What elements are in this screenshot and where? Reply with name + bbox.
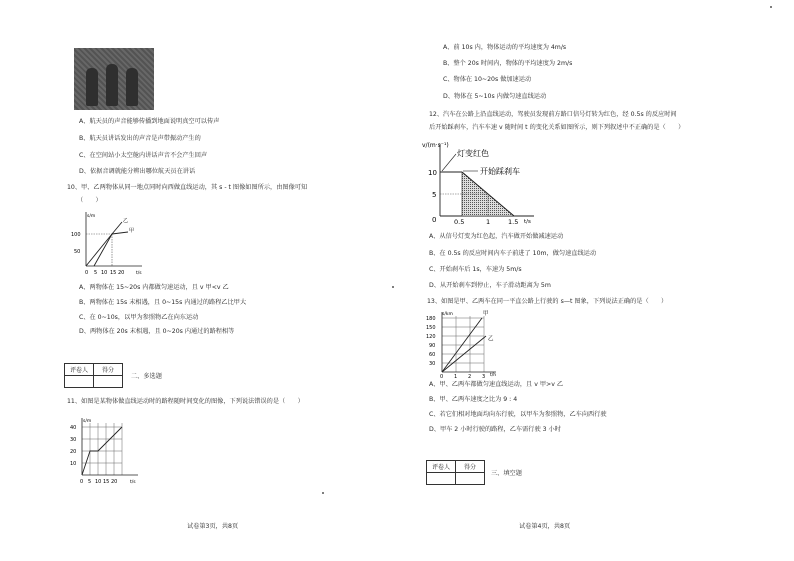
q13-option-b[interactable]: B、甲、乙两车速度之比为 9 : 4	[429, 396, 518, 403]
q12-ytick-10: 10	[428, 169, 437, 177]
q10-option-d[interactable]: D、两物体在 20s 末相遇，且 0~20s 内通过的路程相等	[79, 328, 235, 335]
q12-xtick-0-5: 0.5	[454, 218, 465, 226]
q10-graph	[66, 208, 146, 278]
q11-xtick-15: 15	[103, 479, 110, 485]
q12-xtick-1-5: 1.5	[508, 218, 519, 226]
scan-speck	[770, 6, 772, 8]
q10-xtick-5: 5	[94, 270, 98, 276]
footer-page-4: 试卷第4页，共8页	[519, 523, 571, 530]
q13-label-jia: 甲	[483, 311, 489, 317]
q12-ytick-5: 5	[432, 191, 437, 199]
q10-xtick-0: 0	[85, 270, 89, 276]
scan-speck	[392, 286, 394, 288]
q10-xtick-10: 10	[101, 270, 108, 276]
q13-label-yi: 乙	[488, 336, 494, 342]
q10-xlabel: t/s	[136, 271, 142, 276]
q11-ytick-10: 10	[70, 461, 77, 467]
astronaut-photo	[74, 48, 154, 110]
section-fill-in: 三、填空题	[491, 470, 522, 477]
q13-xtick-1: 1	[454, 374, 458, 378]
score-cell-grader[interactable]	[427, 473, 456, 485]
q11-graph	[64, 413, 144, 485]
score-table-right	[426, 460, 485, 485]
q9-option-a[interactable]: A、航天员的声音能够传播到地面说明真空可以传声	[79, 118, 220, 125]
q10-xtick-20: 20	[118, 270, 125, 276]
q13-ytick-180: 180	[426, 316, 436, 322]
q12-ylabel: v/(m·s⁻¹)	[422, 142, 449, 149]
q13-ylabel: s/km	[442, 312, 453, 317]
q12-xtick-1: 1	[486, 218, 491, 226]
q13-option-d[interactable]: D、甲车 2 小时行驶的路程，乙车需行驶 3 小时	[429, 426, 561, 433]
q10-ylabel: s/m	[87, 214, 96, 219]
q13-stem: 13、如图是甲、乙两车在同一平直公路上行驶的 s—t 图象，下列说法正确的是（ ）	[427, 298, 668, 305]
q11-xtick-20: 20	[111, 479, 118, 485]
q13-xtick-3: 3	[482, 374, 486, 378]
q11-ytick-20: 20	[70, 449, 77, 455]
q12-option-d[interactable]: D、从开始刹车到停止，车子滑动距离为 5m	[429, 282, 551, 289]
q9-option-c[interactable]: C、在空间站小太空舱内讲话声音不会产生回声	[79, 152, 208, 159]
score-label-score: 得分	[456, 461, 485, 473]
scan-speck	[322, 492, 324, 494]
q11-xtick-0: 0	[80, 479, 84, 485]
q11-ylabel: s/m	[83, 419, 92, 424]
q12-graph	[422, 138, 547, 228]
q12-option-b[interactable]: B、在 0.5s 的反应时间内车子前进了 10m，做匀速直线运动	[429, 250, 597, 257]
q11-ytick-30: 30	[70, 437, 77, 443]
section-multiple-choice: 二、多选题	[131, 373, 162, 380]
q13-graph	[420, 310, 510, 378]
q10-label-yi: 乙	[123, 218, 129, 224]
q11-option-c[interactable]: C、物体在 10~20s 做加速运动	[443, 76, 532, 83]
footer-page-3: 试卷第3页，共8页	[187, 523, 239, 530]
q12-stem-line2: 后开始踩刹车，汽车车速 v 随时间 t 的变化关系如图所示，则下列叙述中不正确的是（ ）	[429, 124, 685, 131]
q13-ytick-120: 120	[426, 334, 436, 340]
q11-stem: 11、如图是某物体做直线运动时的路程随时间变化的图像，下列说法错误的是（ ）	[67, 398, 304, 405]
score-label-grader: 评卷人	[65, 364, 94, 376]
q11-option-b[interactable]: B、整个 20s 时间内，物体的平均速度为 2m/s	[443, 60, 573, 67]
q11-xlabel: t/s	[130, 480, 136, 485]
q11-option-d[interactable]: D、物体在 5~10s 内做匀速直线运动	[443, 93, 547, 100]
score-table-left	[64, 363, 123, 388]
q10-option-c[interactable]: C、在 0~10s，以甲为参照物乙在向东运动	[79, 314, 199, 321]
q11-option-a[interactable]: A、前 10s 内，物体运动的平均速度为 4m/s	[443, 44, 567, 51]
q10-ytick-50: 50	[74, 249, 81, 255]
q12-annotation-brake: 开始踩刹车	[480, 167, 520, 176]
q13-xtick-2: 2	[468, 374, 472, 378]
q10-label-jia: 甲	[129, 228, 135, 234]
score-cell-score[interactable]	[94, 376, 123, 388]
q13-ytick-90: 90	[429, 343, 436, 349]
score-cell-grader[interactable]	[65, 376, 94, 388]
q12-option-a[interactable]: A、从信号灯变为红色起，汽车做开始做减速运动	[429, 233, 564, 240]
q10-stem: 10、甲、乙两物体从同一地点同时向西做直线运动，其 s - t 图像如图所示，由图像可知	[67, 184, 308, 191]
q11-xtick-10: 10	[95, 479, 102, 485]
q10-option-a[interactable]: A、两物体在 15~20s 内都做匀速运动，且 v 甲<v 乙	[79, 284, 229, 291]
q11-ytick-40: 40	[70, 425, 77, 431]
q12-annotation-red-light: 灯变红色	[457, 149, 489, 158]
q12-option-c[interactable]: C、开始刹车后 1s，车速为 5m/s	[429, 266, 522, 273]
q13-xlabel: t/h	[490, 373, 497, 378]
score-cell-score[interactable]	[456, 473, 485, 485]
q9-option-b[interactable]: B、航天员讲话发出的声音是声带振动产生的	[79, 135, 201, 142]
q10-option-b[interactable]: B、两物体在 15s 末相遇，且 0~15s 内通过的路程乙比甲大	[79, 299, 247, 306]
q9-option-d[interactable]: D、依据音调就能分辨出哪位航天员在讲话	[79, 168, 196, 175]
q10-xtick-15: 15	[110, 270, 117, 276]
q13-option-c[interactable]: C、若它们相对地面均向东行驶，以甲车为参照物，乙车向西行驶	[429, 411, 607, 418]
q11-xtick-5: 5	[88, 479, 92, 485]
q12-ytick-0: 0	[432, 216, 437, 224]
q13-ytick-30: 30	[429, 361, 436, 367]
q13-xtick-0: 0	[440, 374, 444, 378]
q12-xlabel: t/s	[524, 219, 531, 225]
score-label-grader: 评卷人	[427, 461, 456, 473]
q10-ytick-100: 100	[71, 232, 81, 238]
q13-ytick-60: 60	[429, 352, 436, 358]
q13-ytick-150: 150	[426, 325, 436, 331]
score-label-score: 得分	[94, 364, 123, 376]
q13-option-a[interactable]: A、甲、乙两车都做匀速直线运动，且 v 甲>v 乙	[429, 381, 564, 388]
q12-stem-line1: 12、汽车在公路上沿直线运动，驾驶员发现前方路口信号灯转为红色，经 0.5s 的反应时间	[429, 111, 677, 118]
q10-paren: （ ）	[77, 197, 102, 204]
